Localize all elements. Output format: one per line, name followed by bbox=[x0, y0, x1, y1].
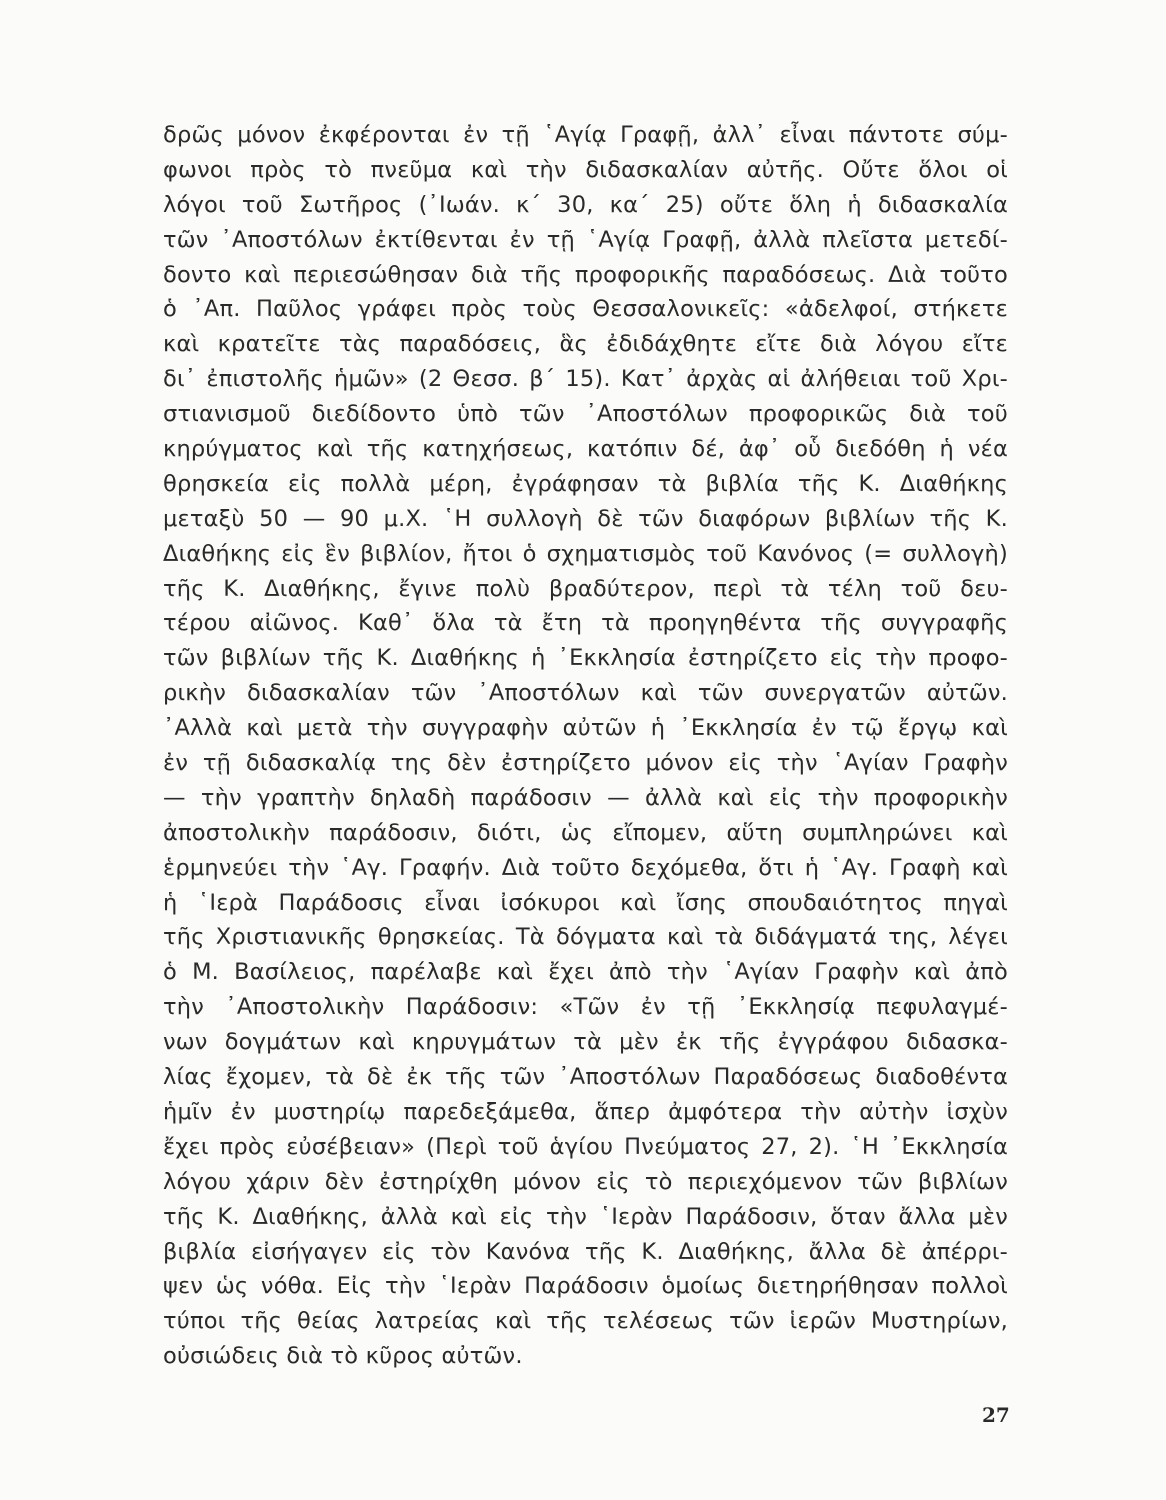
text-line: ἡμῖν ἐν μυστηρίῳ παρεδεξάμεθα, ἅπερ ἀμφότερα τὴν αὐτὴν ἰσχὺν bbox=[163, 1098, 1008, 1125]
text-line: ὁ Μ. Βασίλειος, παρέλαβε καὶ ἔχει ἀπὸ τὴν ῾Αγίαν Γραφὴν καὶ ἀπὸ bbox=[163, 959, 1008, 986]
text-line: μεταξὺ 50 — 90 μ.Χ. ῾Η συλλογὴ δὲ τῶν διαφόρων βιβλίων τῆς Κ. bbox=[163, 505, 1008, 532]
text-line: τῆς Κ. Διαθήκης, ἔγινε πολὺ βραδύτερον, περὶ τὰ τέλη τοῦ δευ- bbox=[163, 575, 1008, 602]
text-line: ἔχει πρὸς εὐσέβειαν» (Περὶ τοῦ ἁγίου Πνεύματος 27, 2). ῾Η ᾽Εκκλησία bbox=[163, 1133, 1008, 1160]
text-line: τέρου αἰῶνος. Καθ᾽ ὅλα τὰ ἔτη τὰ προηγηθέντα τῆς συγγραφῆς bbox=[163, 610, 1008, 637]
text-line: τῶν βιβλίων τῆς Κ. Διαθήκης ἡ ᾽Εκκλησία ἐστηρίζετο εἰς τὴν προφο- bbox=[163, 645, 1008, 672]
text-line: οὐσιώδεις διὰ τὸ κῦρος αὐτῶν. bbox=[163, 1343, 523, 1370]
text-line: τῶν ᾽Αποστόλων ἐκτίθενται ἐν τῇ ῾Αγίᾳ Γραφῇ, ἀλλὰ πλεῖστα μετεδί- bbox=[163, 226, 1008, 253]
text-line: τῆς Χριστιανικῆς θρησκείας. Τὰ δόγματα καὶ τὰ διδάγματά της, λέγει bbox=[163, 924, 1008, 951]
text-line: ἐν τῇ διδασκαλίᾳ της δὲν ἐστηρίζετο μόνον εἰς τὴν ῾Αγίαν Γραφὴν bbox=[163, 750, 1008, 777]
text-line: τύποι τῆς θείας λατρείας καὶ τῆς τελέσεως τῶν ἱερῶν Μυστηρίων, bbox=[163, 1308, 1008, 1335]
text-line: νων δογμάτων καὶ κηρυγμάτων τὰ μὲν ἐκ τῆς ἐγγράφου διδασκα- bbox=[163, 1029, 1008, 1056]
text-line: τῆς Κ. Διαθήκης, ἀλλὰ καὶ εἰς τὴν ῾Ιερὰν Παράδοσιν, ὅταν ἄλλα μὲν bbox=[163, 1203, 1008, 1230]
text-line: ἀποστολικὴν παράδοσιν, διότι, ὡς εἴπομεν, αὕτη συμπληρώνει καὶ bbox=[163, 819, 1008, 846]
text-line: δρῶς μόνον ἐκφέρονται ἐν τῇ ῾Αγίᾳ Γραφῇ, ἀλλ᾽ εἶναι πάντοτε σύμ- bbox=[163, 122, 1008, 148]
text-line: ρικὴν διδασκαλίαν τῶν ᾽Αποστόλων καὶ τῶν συνεργατῶν αὐτῶν. bbox=[163, 680, 1008, 707]
text-line: λίας ἔχομεν, τὰ δὲ ἐκ τῆς τῶν ᾽Αποστόλων Παραδόσεως διαδοθέντα bbox=[163, 1064, 1008, 1091]
text-line: κηρύγματος καὶ τῆς κατηχήσεως, κατόπιν δέ, ἀφ᾽ οὗ διεδόθη ἡ νέα bbox=[163, 436, 1008, 463]
body-text bbox=[163, 118, 1008, 1374]
text-line: δοντο καὶ περιεσώθησαν διὰ τῆς προφορικῆς παραδόσεως. Διὰ τοῦτο bbox=[163, 261, 1008, 288]
page-number: 27 bbox=[982, 1403, 1010, 1427]
text-line: — τὴν γραπτὴν δηλαδὴ παράδοσιν — ἀλλὰ καὶ εἰς τὴν προφορικὴν bbox=[163, 784, 1008, 811]
text-line: λόγοι τοῦ Σωτῆρος (᾽Ιωάν. κ΄ 30, κα΄ 25) οὔτε ὅλη ἡ διδασκαλία bbox=[163, 191, 1008, 218]
text-line: καὶ κρατεῖτε τὰς παραδόσεις, ἃς ἐδιδάχθητε εἴτε διὰ λόγου εἴτε bbox=[163, 331, 1008, 358]
text-line: δι᾽ ἐπιστολῆς ἡμῶν» (2 Θεσσ. β΄ 15). Κατ᾽ ἀρχὰς αἱ ἀλήθειαι τοῦ Χρι- bbox=[163, 366, 1008, 393]
text-line: λόγου χάριν δὲν ἐστηρίχθη μόνον εἰς τὸ περιεχόμενον τῶν βιβλίων bbox=[163, 1168, 1008, 1195]
text-line: φωνοι πρὸς τὸ πνεῦμα καὶ τὴν διδασκαλίαν αὐτῆς. Οὔτε ὅλοι οἱ bbox=[163, 156, 1008, 183]
text-line: ψεν ὡς νόθα. Εἰς τὴν ῾Ιερὰν Παράδοσιν ὁμοίως διετηρήθησαν πολλοὶ bbox=[163, 1273, 1008, 1300]
text-line: Διαθήκης εἰς ἓν βιβλίον, ἤτοι ὁ σχηματισμὸς τοῦ Κανόνος (= συλλογὴ) bbox=[163, 540, 1008, 567]
text-line: τὴν ᾽Αποστολικὴν Παράδοσιν: «Τῶν ἐν τῇ ᾽Εκκλησίᾳ πεφυλαγμέ- bbox=[163, 994, 1008, 1021]
text-line: ὁ ᾽Απ. Παῦλος γράφει πρὸς τοὺς Θεσσαλονικεῖς: «ἀδελφοί, στήκετε bbox=[163, 296, 1008, 323]
text-line: ἡ ῾Ιερὰ Παράδοσις εἶναι ἰσόκυροι καὶ ἴσης σπουδαιότητος πηγαὶ bbox=[163, 889, 1008, 916]
text-line: ᾽Αλλὰ καὶ μετὰ τὴν συγγραφὴν αὐτῶν ἡ ᾽Εκκλησία ἐν τῷ ἔργῳ καὶ bbox=[163, 715, 1008, 742]
text-line: στιανισμοῦ διεδίδοντο ὑπὸ τῶν ᾽Αποστόλων προφορικῶς διὰ τοῦ bbox=[163, 401, 1008, 428]
text-line: ἑρμηνεύει τὴν ῾Αγ. Γραφήν. Διὰ τοῦτο δεχόμεθα, ὅτι ἡ ῾Αγ. Γραφὴ καὶ bbox=[163, 854, 1008, 881]
text-line: βιβλία εἰσήγαγεν εἰς τὸν Κανόνα τῆς Κ. Διαθήκης, ἄλλα δὲ ἀπέρρι- bbox=[163, 1238, 1008, 1265]
text-line: θρησκεία εἰς πολλὰ μέρη, ἐγράφησαν τὰ βιβλία τῆς Κ. Διαθήκης bbox=[163, 470, 1008, 497]
